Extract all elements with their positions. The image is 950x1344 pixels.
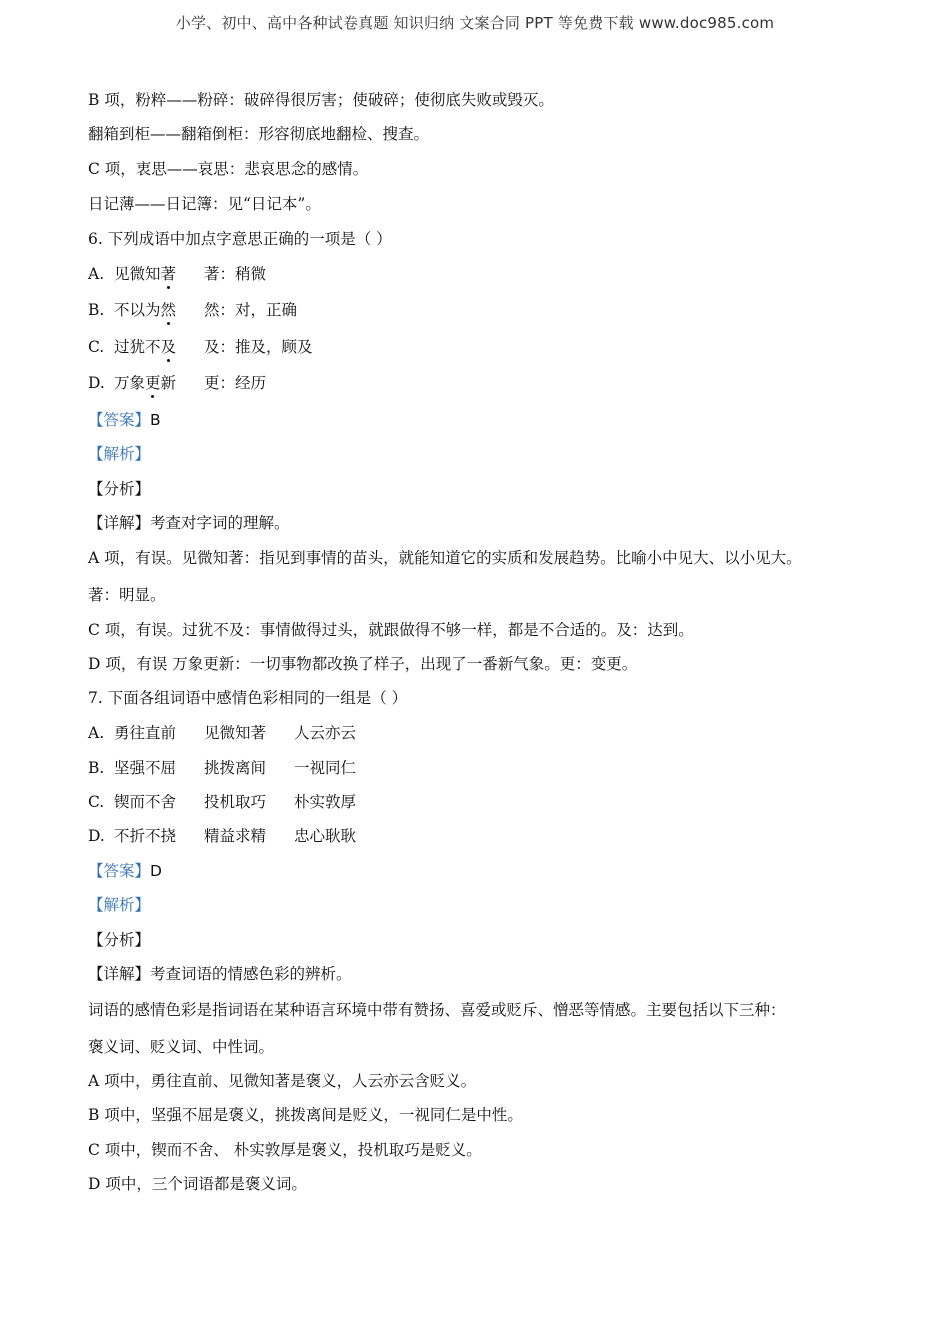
option-word: 投机取巧 [204,793,267,811]
option-word: 锲而不舍 [114,793,177,811]
q6-jiexi-tag: 【解析】 [88,445,151,463]
q7-option-d [88,826,384,846]
q7-answer [88,861,162,881]
q7-explain-line: 褒义词、贬义词、中性词。 [88,1038,275,1056]
option-word: 坚强不屈 [114,759,177,777]
option-word: 挑拨离间 [204,759,267,777]
q6-explain-line: A 项，有误。见微知著：指见到事情的苗头，就能知道它的实质和发展趋势。比喻小中见大、以小见大。 [88,549,802,567]
option-meaning: 及：推及，顾及 [204,338,313,356]
answer-tag: 【答案】 [88,862,151,880]
q6-answer [88,410,161,430]
dotted-char: 及 [160,338,177,356]
option-meaning: 更：经历 [204,374,267,392]
q6-explain-line: C 项，有误。过犹不及：事情做得过头，就跟做得不够一样，都是不合适的。及：达到。 [88,621,694,639]
detail-text: 考查词语的情感色彩的辨析。 [150,965,352,983]
detail-text: 考查对字词的理解。 [150,514,290,532]
q6-option-b [88,300,297,320]
option-letter: C. [88,793,105,811]
prev-line: C 项，衷思——哀思：悲哀思念的感情。 [88,160,369,178]
prev-line: 翻箱到柜——翻箱倒柜：形容彻底地翻检、搜查。 [88,125,430,143]
option-letter: A. [88,724,105,742]
q7-detail [88,964,352,984]
option-letter: B. [88,759,105,777]
option-letter: B. [88,301,105,319]
detail-tag: 【详解】 [88,514,151,532]
q7-explain-line: A 项中，勇往直前、见微知著是褒义，人云亦云含贬义。 [88,1072,477,1090]
option-text: 见微知 [114,265,161,283]
option-text: 不以为 [114,301,161,319]
detail-tag: 【详解】 [88,965,151,983]
prev-line: 日记薄——日记簿：见“日记本”。 [88,195,321,213]
prev-line: B 项，粉粹——粉碎：破碎得很厉害；使破碎；使彻底失败或毁灭。 [88,91,554,109]
q7-jiexi-tag: 【解析】 [88,896,151,914]
option-word: 忠心耿耿 [294,827,357,845]
option-letter: D. [88,374,105,392]
answer-value: B [150,411,161,429]
option-word: 朴实敦厚 [294,793,357,811]
q6-explain-line: 著：明显。 [88,586,166,604]
q7-fenxi-tag: 【分析】 [88,931,151,949]
page-header: 小学、初中、高中各种试卷真题 知识归纳 文案合同 PPT 等免费下载 www.doc985.com [175,14,775,32]
option-letter: A. [88,265,105,283]
q7-explain-line: D 项中，三个词语都是褒义词。 [88,1175,307,1193]
option-text: 万象 [114,374,146,392]
q6-explain-line: D 项，有误 万象更新：一切事物都改换了样子，出现了一番新气象。更：变更。 [88,655,638,673]
option-word: 勇往直前 [114,724,177,742]
option-word: 见微知著 [204,724,267,742]
q7-explain-line: C 项中，锲而不舍、 朴实敦厚是褒义，投机取巧是贬义。 [88,1141,482,1159]
q7-explain-line: B 项中，坚强不屈是褒义，挑拨离间是贬义，一视同仁是中性。 [88,1106,523,1124]
dotted-char: 著 [160,265,177,283]
q7-explain-line: 词语的感情色彩是指词语在某种语言环境中带有赞扬、喜爱或贬斥、憎恶等情感。主要包括以下三种： [88,1001,786,1019]
option-text: 新 [160,374,177,392]
option-text: 过犹不 [114,338,161,356]
option-letter: D. [88,827,105,845]
answer-value: D [150,862,162,880]
option-letter: C. [88,338,105,356]
question-6-stem: 6. 下列成语中加点字意思正确的一项是（ ） [88,230,392,248]
option-word: 不折不挠 [114,827,177,845]
q7-option-c [88,792,384,812]
option-meaning: 然：对，正确 [204,301,298,319]
q7-option-b [88,758,384,778]
q6-fenxi-tag: 【分析】 [88,480,151,498]
answer-tag: 【答案】 [88,411,151,429]
q6-detail [88,513,290,533]
option-word: 一视同仁 [294,759,357,777]
option-meaning: 著：稍微 [204,265,267,283]
dotted-char: 然 [160,301,177,319]
q6-option-c [88,337,313,357]
question-7-stem: 7. 下面各组词语中感情色彩相同的一组是（ ） [88,689,408,707]
option-word: 人云亦云 [294,724,357,742]
q6-option-d [88,373,266,393]
q6-option-a [88,264,266,284]
dotted-char: 更 [145,374,161,392]
option-word: 精益求精 [204,827,267,845]
q7-option-a [88,723,384,743]
